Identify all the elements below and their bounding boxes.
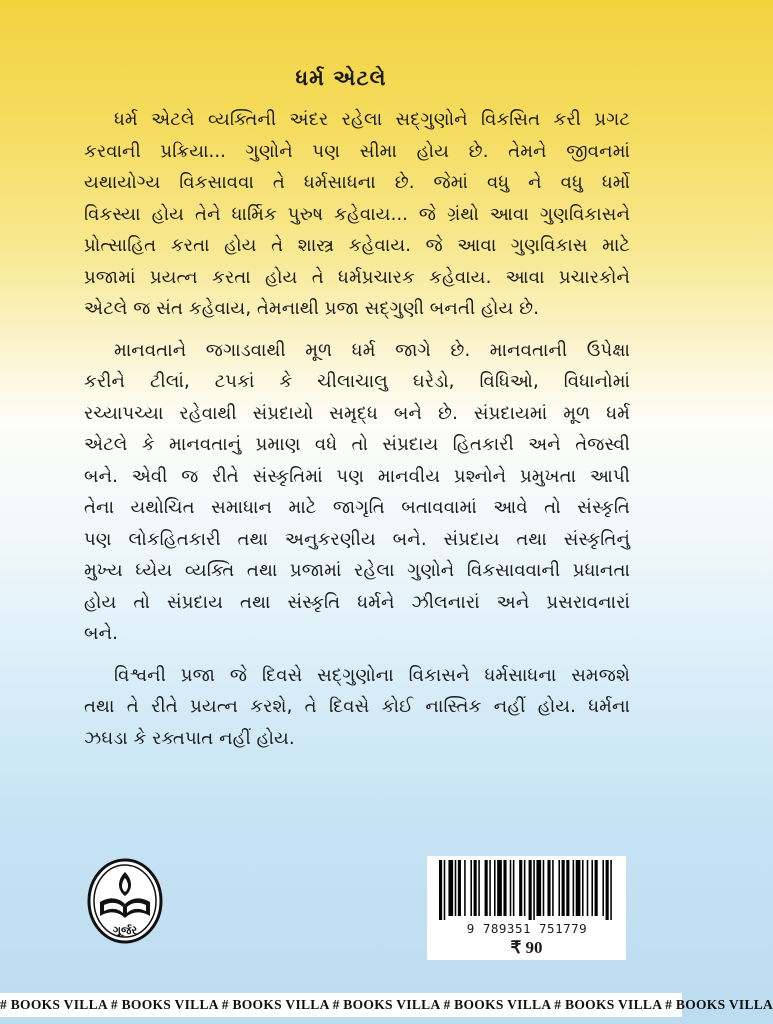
barcode-bar bbox=[444, 860, 446, 920]
barcode-bar bbox=[529, 860, 532, 920]
barcode-bar bbox=[602, 860, 604, 916]
paragraph bbox=[84, 660, 630, 755]
text-line: બને. bbox=[84, 623, 118, 644]
barcode-bar bbox=[474, 860, 477, 916]
page-title: ધર્મ એટલે bbox=[295, 66, 387, 90]
barcode-bar bbox=[573, 860, 575, 916]
barcode-bar bbox=[595, 860, 598, 916]
text-line: રચ્યાપચ્યા રહેવાથી સંપ્રદાયો સમૃદ્ધ બને છે. સંપ્રદાયમાં મૂળ ધર્મ bbox=[84, 402, 630, 424]
barcode-bar bbox=[606, 860, 609, 920]
barcode-bar bbox=[494, 860, 496, 916]
logo-text: ગૂર્જર bbox=[112, 924, 138, 937]
text-line: યથાયોગ્ય વિકસાવવા તે ધર્મસાધના છે. જેમાં વધુ ને વધુ ધર્મો bbox=[84, 172, 630, 193]
text-line: તથા તે રીતે પ્રયત્ન કરશે, તે દિવસે કોઈ નાસ્તિક નહીં હોય. ધર્મના bbox=[84, 696, 630, 717]
text-line: વિશ્વની પ્રજા જે દિવસે સદ્ગુણોના વિકાસને ધર્મસાધના સમજશે bbox=[114, 664, 630, 686]
barcode-bar bbox=[543, 860, 545, 916]
text-line: ઝઘડા કે રક્તપાત નહીં હોય. bbox=[84, 727, 295, 749]
isbn-digits: 9 789351 751779 bbox=[466, 921, 588, 936]
barcode-bar bbox=[503, 860, 506, 916]
text-line: પણ લોકહિતકારી તથા અનુકરણીય બને. સંપ્રદાય તથા સંસ્કૃતિનું bbox=[84, 528, 630, 550]
barcode-bar bbox=[464, 860, 466, 916]
body-text bbox=[84, 104, 630, 764]
barcode-bar bbox=[547, 860, 550, 916]
barcode-bar bbox=[510, 860, 512, 916]
text-line: પ્રોત્સાહિત કરતા હોય તે શાસ્ત્ર કહેવાય. જે આવા ગુણવિકાસ માટે bbox=[84, 235, 630, 256]
barcode-bar bbox=[552, 860, 554, 916]
barcode-bar bbox=[533, 860, 535, 920]
text-line: બને. એવી જ રીતે સંસ્કૃતિમાં પણ માનવીય પ્રશ્નોને પ્રમુખતા આપી bbox=[84, 465, 630, 487]
text-line: એટલે કે માનવતાનું પ્રમાણ વધે તો સંપ્રદાય હિતકારી અને તેજસ્વી bbox=[84, 434, 630, 455]
barcode-bar bbox=[566, 860, 569, 916]
barcode-bar bbox=[591, 860, 593, 916]
barcode-bar bbox=[558, 860, 560, 916]
barcode-bar bbox=[439, 860, 442, 920]
text-line: મુખ્ય ધ્યેય વ્યક્તિ તથા પ્રજામાં રહેલા ગુણોને વિકસાવવાની પ્રધાનતા bbox=[84, 560, 630, 581]
barcode-bar bbox=[478, 860, 480, 916]
text-line: હોય તો સંપ્રદાય તથા સંસ્કૃતિ ધર્મને ઝીલનારાં અને પ્રસરાવનારાં bbox=[84, 591, 630, 613]
barcode-icon bbox=[439, 860, 615, 920]
text-line: ધર્મ એટલે વ્યક્તિની અંદર રહેલા સદ્ગુણોને વિકસિત કરી પ્રગટ bbox=[114, 109, 630, 130]
barcode-bar bbox=[524, 860, 526, 916]
barcode-sticker bbox=[427, 856, 626, 960]
barcode-bar bbox=[489, 860, 491, 916]
price-label: ₹ 90 bbox=[510, 938, 543, 957]
text-line: વિકસ્યા હોય તેને ધાર્મિક પુરુષ કહેવાય... જે ગ્રંથો આવા ગુણવિકાસને bbox=[84, 203, 630, 225]
publisher-logo-icon bbox=[86, 858, 164, 944]
paragraph bbox=[84, 335, 630, 650]
barcode-bar bbox=[513, 860, 515, 916]
barcode-bar bbox=[587, 860, 589, 916]
barcode-bar bbox=[519, 860, 522, 916]
text-line: પ્રજામાં પ્રયત્ન કરતા હોય તે ધર્મપ્રચારક કહેવાય. આવા પ્રચારકોને bbox=[84, 266, 630, 288]
watermark-strip: # BOOKS VILLA # BOOKS VILLA # BOOKS VILLA # BOOKS VILLA # BOOKS VILLA # BOOKS VILLA # BOOKS VILLA bbox=[0, 993, 682, 1017]
text-line: કરીને ટીલાં, ટપકાં કે ચીલાચાલુ ઘરેડો, વિધિઓ, વિધાનોમાં bbox=[84, 371, 630, 392]
barcode-bar bbox=[576, 860, 581, 916]
paragraph bbox=[84, 104, 630, 325]
barcode-bar bbox=[458, 860, 461, 916]
barcode-bar bbox=[455, 860, 457, 916]
text-line: માનવતાને જગાડવાથી મૂળ ધર્મ જાગે છે. માનવતાની ઉપેક્ષા bbox=[114, 339, 630, 361]
barcode-bar bbox=[562, 860, 565, 916]
barcode-bar bbox=[485, 860, 488, 916]
barcode-bar bbox=[497, 860, 502, 916]
barcode-bar bbox=[610, 860, 612, 920]
barcode-bar bbox=[582, 860, 584, 916]
barcode-bar bbox=[448, 860, 453, 916]
barcode-bar bbox=[536, 860, 541, 916]
text-line: તેના યથોચિત સમાધાન માટે જાગૃતિ બતાવવામાં આવે તો સંસ્કૃતિ bbox=[84, 497, 630, 518]
text-line: કરવાની પ્રક્રિયા... ગુણોને પણ સીમા હોય છે. તેમને જીવનમાં bbox=[84, 140, 630, 162]
text-line: એટલે જ સંત કહેવાય, તેમનાથી પ્રજા સદ્ગુણી બનતી હોય છે. bbox=[84, 298, 539, 319]
barcode-bar bbox=[470, 860, 472, 916]
